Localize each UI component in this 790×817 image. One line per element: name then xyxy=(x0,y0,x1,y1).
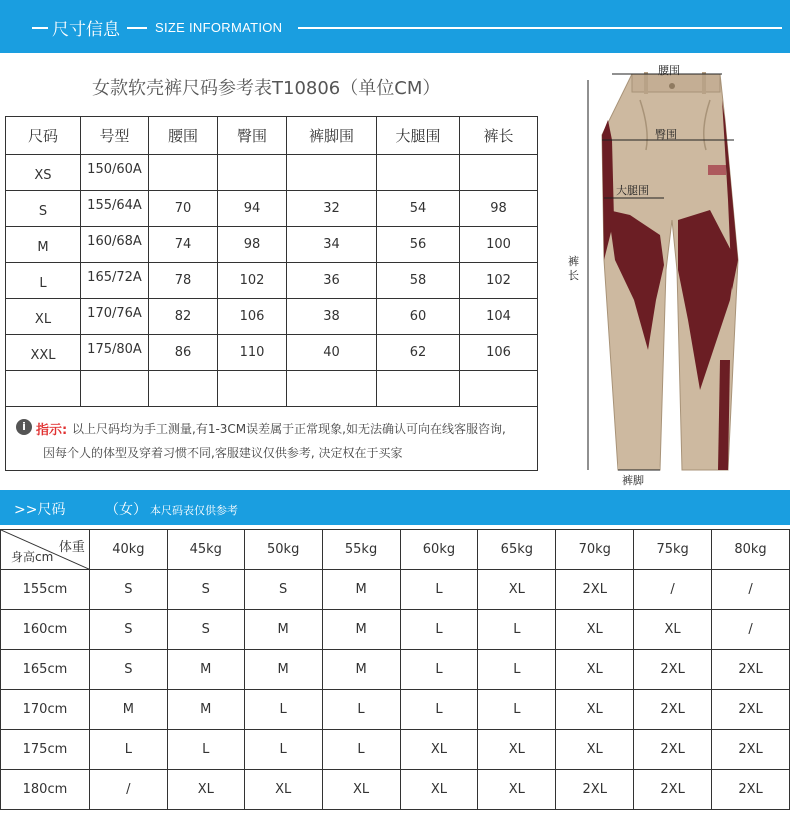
table-row xyxy=(1,570,790,610)
weight-header: 45kg xyxy=(167,530,244,570)
height-cell: 160cm xyxy=(1,610,90,650)
header-cell: 裤脚围 xyxy=(287,117,377,155)
value-cell: 40 xyxy=(287,335,377,371)
header-cell: 裤长 xyxy=(460,117,538,155)
note-label: 指示: xyxy=(36,423,68,438)
size-cell: / xyxy=(89,770,167,810)
size-cell: M xyxy=(244,610,322,650)
size-cell: / xyxy=(634,570,712,610)
table-row xyxy=(6,155,538,191)
size-cell: S xyxy=(244,570,322,610)
value-cell xyxy=(149,155,218,191)
size-cell: M xyxy=(244,650,322,690)
height-cell: 180cm xyxy=(1,770,90,810)
top-banner xyxy=(0,0,790,53)
size-cell: L xyxy=(478,690,556,730)
code-cell: 165/72A xyxy=(81,263,149,299)
size-guide-banner xyxy=(0,490,790,525)
banner-title-en: SIZE INFORMATION xyxy=(155,20,283,35)
hem-label: 裤脚 xyxy=(622,474,644,487)
size-cell: M xyxy=(89,690,167,730)
weight-header: 50kg xyxy=(244,530,322,570)
banner-dash-left xyxy=(32,27,48,29)
size-table-title: 女款软壳裤尺码参考表T10806（单位CM） xyxy=(92,78,441,99)
value-cell: 78 xyxy=(149,263,218,299)
size-cell: S xyxy=(89,610,167,650)
section-note: 本尺码表仅供参考 xyxy=(150,504,238,517)
size-cell: XL xyxy=(478,770,556,810)
size-cell: S xyxy=(167,610,244,650)
header-cell: 号型 xyxy=(81,117,149,155)
height-cell: 165cm xyxy=(1,650,90,690)
value-cell: 94 xyxy=(218,191,287,227)
table-row xyxy=(6,191,538,227)
pants-button xyxy=(669,83,675,89)
value-cell xyxy=(460,155,538,191)
table-row xyxy=(1,610,790,650)
empty-cell xyxy=(218,371,287,407)
table-row xyxy=(1,690,790,730)
empty-cell xyxy=(6,371,81,407)
weight-header: 70kg xyxy=(556,530,634,570)
size-table xyxy=(5,116,538,407)
size-cell: XL xyxy=(556,610,634,650)
size-cell: L xyxy=(400,610,478,650)
size-cell: XL xyxy=(244,770,322,810)
header-cell: 尺码 xyxy=(6,117,81,155)
header-cell: 臀围 xyxy=(218,117,287,155)
size-cell: 2XL xyxy=(712,730,790,770)
size-cell: L xyxy=(244,730,322,770)
size-cell: 2XL xyxy=(634,690,712,730)
value-cell xyxy=(287,155,377,191)
corner-cell xyxy=(1,530,90,570)
value-cell: 62 xyxy=(377,335,460,371)
table-row xyxy=(1,730,790,770)
code-cell: 155/64A xyxy=(81,191,149,227)
pants-diagram xyxy=(560,60,780,490)
size-cell: S xyxy=(6,191,81,227)
value-cell: 74 xyxy=(149,227,218,263)
size-cell: L xyxy=(478,610,556,650)
table-row xyxy=(6,335,538,371)
size-cell: XXL xyxy=(6,335,81,371)
code-cell: 170/76A xyxy=(81,299,149,335)
size-cell: XL xyxy=(634,610,712,650)
size-cell: L xyxy=(167,730,244,770)
size-cell: XL xyxy=(478,730,556,770)
table-row xyxy=(6,299,538,335)
empty-cell xyxy=(81,371,149,407)
value-cell: 38 xyxy=(287,299,377,335)
size-table-header xyxy=(6,117,538,155)
banner-dash-right xyxy=(298,27,782,29)
size-cell: XS xyxy=(6,155,81,191)
table-row xyxy=(1,770,790,810)
value-cell: 54 xyxy=(377,191,460,227)
value-cell: 102 xyxy=(218,263,287,299)
header-cell: 大腿围 xyxy=(377,117,460,155)
table-row xyxy=(6,371,538,407)
empty-cell xyxy=(149,371,218,407)
weight-header: 60kg xyxy=(400,530,478,570)
value-cell: 102 xyxy=(460,263,538,299)
size-cell: XL xyxy=(400,770,478,810)
table-row xyxy=(6,263,538,299)
value-cell: 70 xyxy=(149,191,218,227)
weight-header: 40kg xyxy=(89,530,167,570)
code-cell: 175/80A xyxy=(81,335,149,371)
code-cell: 150/60A xyxy=(81,155,149,191)
size-cell: M xyxy=(6,227,81,263)
size-cell: M xyxy=(322,570,400,610)
height-axis-label: 身高cm xyxy=(11,550,54,564)
value-cell: 36 xyxy=(287,263,377,299)
size-cell: XL xyxy=(556,650,634,690)
value-cell: 32 xyxy=(287,191,377,227)
value-cell: 86 xyxy=(149,335,218,371)
note-line-2: 因每个人的体型及穿着习惯不同,客服建议仅供参考, 决定权在于买家 xyxy=(43,446,403,460)
size-cell: L xyxy=(400,570,478,610)
size-cell: XL xyxy=(6,299,81,335)
size-cell: / xyxy=(712,610,790,650)
size-cell: L xyxy=(400,690,478,730)
size-cell: S xyxy=(167,570,244,610)
size-cell: 2XL xyxy=(634,770,712,810)
note-line-1: 以上尺码均为手工测量,有1-3CM误差属于正常现象,如无法确认可向在线客服咨询, xyxy=(72,422,506,436)
value-cell xyxy=(218,155,287,191)
value-cell: 100 xyxy=(460,227,538,263)
value-cell: 106 xyxy=(460,335,538,371)
section-prefix: >>尺码 xyxy=(14,502,66,518)
table-row xyxy=(1,650,790,690)
size-cell: L xyxy=(6,263,81,299)
size-cell: XL xyxy=(167,770,244,810)
size-cell: L xyxy=(244,690,322,730)
size-cell: XL xyxy=(478,570,556,610)
size-cell: XL xyxy=(556,730,634,770)
banner-dash-mid xyxy=(127,27,147,29)
value-cell: 104 xyxy=(460,299,538,335)
size-cell: 2XL xyxy=(634,650,712,690)
weight-header: 65kg xyxy=(478,530,556,570)
value-cell: 98 xyxy=(460,191,538,227)
lower-right-side xyxy=(718,360,730,470)
value-cell: 58 xyxy=(377,263,460,299)
size-cell: M xyxy=(322,650,400,690)
size-cell: L xyxy=(478,650,556,690)
value-cell: 98 xyxy=(218,227,287,263)
code-cell: 160/68A xyxy=(81,227,149,263)
size-cell: M xyxy=(322,610,400,650)
weight-header: 75kg xyxy=(634,530,712,570)
value-cell: 106 xyxy=(218,299,287,335)
size-cell: S xyxy=(89,650,167,690)
height-cell: 170cm xyxy=(1,690,90,730)
size-cell: 2XL xyxy=(556,770,634,810)
belt-loop xyxy=(702,72,706,94)
size-cell: / xyxy=(712,570,790,610)
value-cell: 34 xyxy=(287,227,377,263)
info-icon: i xyxy=(16,419,32,435)
size-cell: L xyxy=(322,730,400,770)
fit-table-header xyxy=(1,530,790,570)
size-cell: 2XL xyxy=(556,570,634,610)
length-label: 裤长 xyxy=(568,255,579,282)
size-cell: 2XL xyxy=(712,650,790,690)
size-cell: 2XL xyxy=(712,770,790,810)
value-cell xyxy=(377,155,460,191)
size-cell: XL xyxy=(556,690,634,730)
belt-loop xyxy=(644,72,648,94)
fit-table xyxy=(0,529,790,810)
size-cell: M xyxy=(167,650,244,690)
size-cell: M xyxy=(167,690,244,730)
header-cell: 腰围 xyxy=(149,117,218,155)
height-cell: 175cm xyxy=(1,730,90,770)
empty-cell xyxy=(377,371,460,407)
weight-axis-label: 体重 xyxy=(58,540,85,555)
measurement-note xyxy=(5,405,538,471)
size-cell: L xyxy=(89,730,167,770)
size-cell: L xyxy=(400,650,478,690)
empty-cell xyxy=(287,371,377,407)
size-cell: 2XL xyxy=(712,690,790,730)
value-cell: 82 xyxy=(149,299,218,335)
weight-header: 55kg xyxy=(322,530,400,570)
weight-header: 80kg xyxy=(712,530,790,570)
size-cell: S xyxy=(89,570,167,610)
section-gender: （女） xyxy=(105,502,147,518)
value-cell: 110 xyxy=(218,335,287,371)
thigh-label: 大腿围 xyxy=(616,184,649,197)
hip-label: 臀围 xyxy=(655,128,677,141)
table-row xyxy=(6,227,538,263)
size-cell: XL xyxy=(322,770,400,810)
value-cell: 60 xyxy=(377,299,460,335)
logo-mark xyxy=(708,165,726,175)
banner-title-zh: 尺寸信息 xyxy=(52,20,120,40)
size-cell: XL xyxy=(400,730,478,770)
height-cell: 155cm xyxy=(1,570,90,610)
size-cell: 2XL xyxy=(634,730,712,770)
waist-label: 腰围 xyxy=(658,64,680,77)
size-cell: L xyxy=(322,690,400,730)
empty-cell xyxy=(460,371,538,407)
value-cell: 56 xyxy=(377,227,460,263)
pants-illustration xyxy=(560,60,780,490)
